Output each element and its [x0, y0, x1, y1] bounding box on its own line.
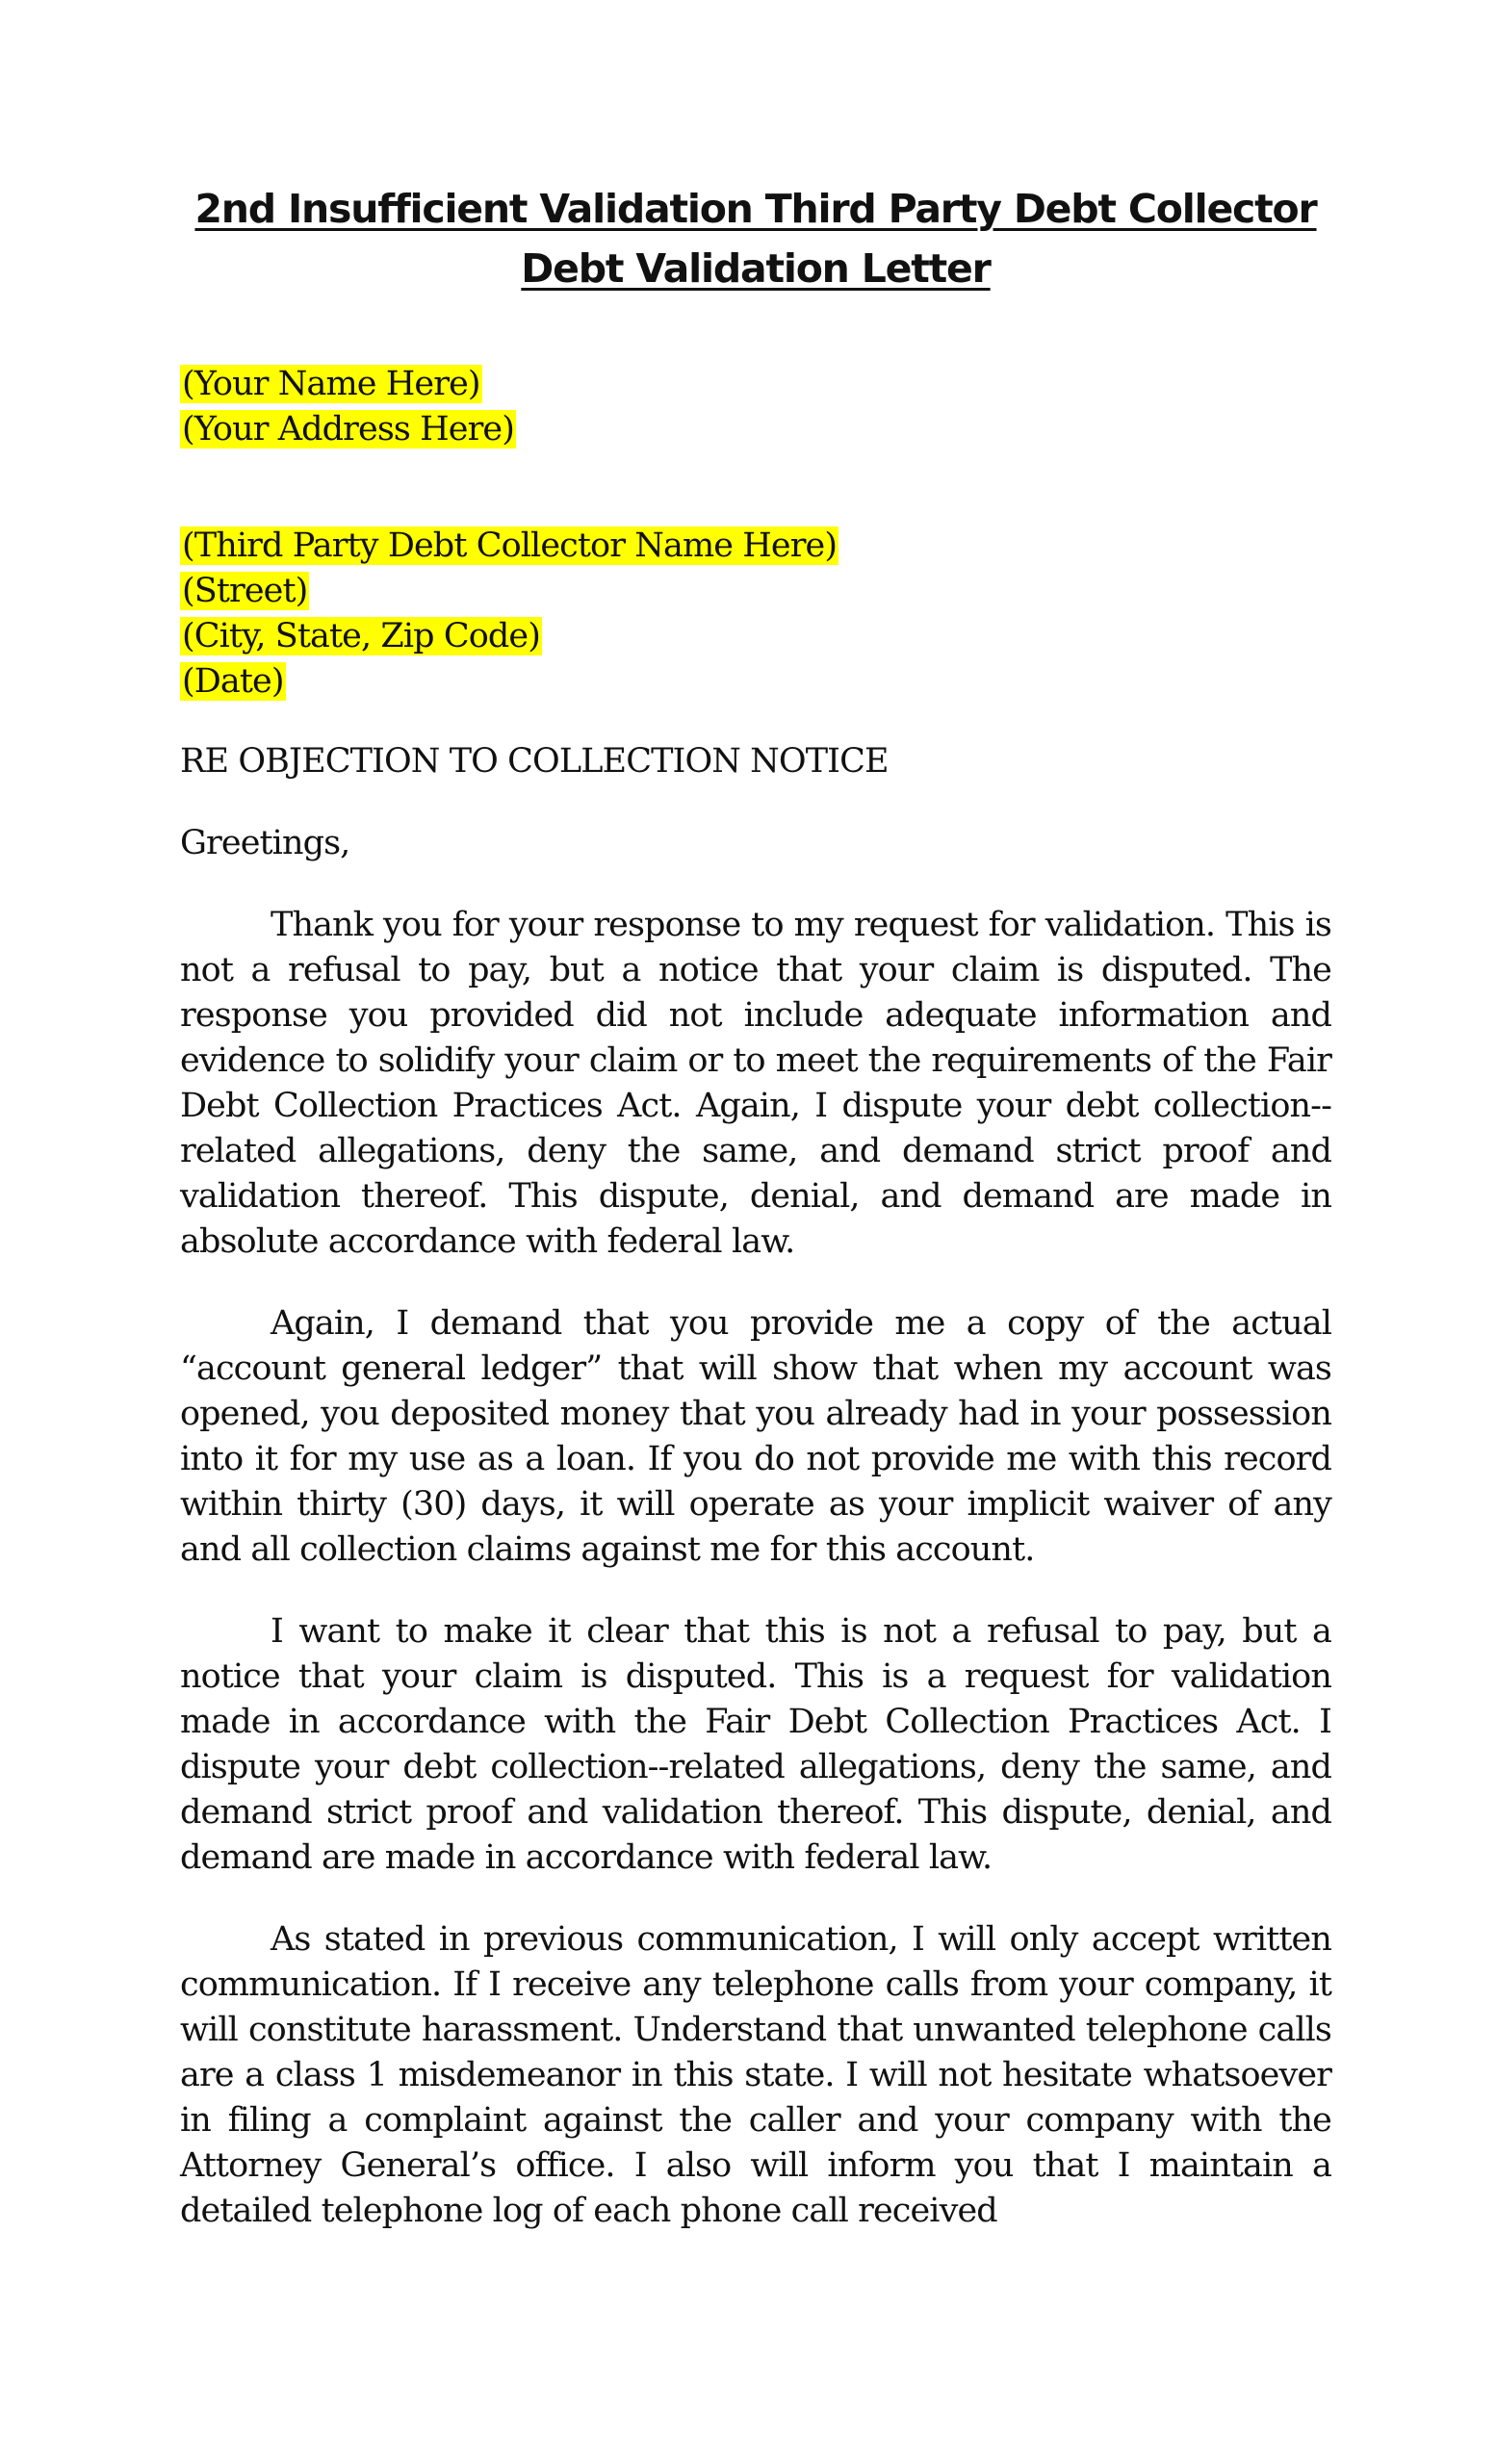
- title-line-1: 2nd Insufficient Validation Third Party Debt Collector: [194, 186, 1317, 232]
- city-state-zip-placeholder: (City, State, Zip Code): [182, 617, 540, 655]
- sender-name-placeholder: (Your Name Here): [182, 365, 480, 403]
- street-placeholder: (Street): [182, 572, 308, 610]
- body-paragraph-3: I want to make it clear that this is not a refusal to pay, but a notice that your claim is disputed. This is a request for validation made in accordance with the Fair Debt Collection Practices Act. I dispute your debt collection--related allegations, deny the same, and demand strict proof and validation thereof. This dispute, denial, and demand are made in accordance with federal law.: [180, 1612, 1331, 1877]
- greeting: Greetings,: [180, 824, 350, 862]
- letter-page: [180, 179, 1331, 2234]
- body-paragraph-2: Again, I demand that you provide me a copy of the actual “account general ledger” that will show that when my account was opened, you deposited money that you already had in your possession into it for my use as a loan. If you do not provide me with this record within thirty (30) days, it will operate as your implicit waiver of any and all collection claims against me for this account.: [180, 1304, 1331, 1569]
- title-line-2: Debt Validation Letter: [521, 245, 991, 292]
- document-title: [180, 179, 1331, 298]
- recipient-address-block: [180, 524, 1331, 705]
- date-placeholder: (Date): [182, 662, 284, 701]
- subject-line: RE OBJECTION TO COLLECTION NOTICE: [180, 742, 889, 781]
- body-paragraph-4: As stated in previous communication, I will only accept written communication. If I receive any telephone calls from your company, it will constitute harassment. Understand that unwanted telephone calls are a class 1 misdemeanor in this state. I will not hesitate whatsoever in filing a complaint against the caller and your company with the Attorney General’s office. I also will inform you that I maintain a detailed telephone log of each phone call received: [180, 1920, 1331, 2230]
- collector-name-placeholder: (Third Party Debt Collector Name Here): [182, 526, 838, 565]
- sender-address-block: [180, 362, 1331, 452]
- body-paragraph-1: Thank you for your response to my request for validation. This is not a refusal to pay, but a notice that your claim is disputed. The response you provided did not include adequate information and evidence to solidify your claim or to meet the requirements of the Fair Debt Collection Practices Act. Again, I dispute your debt collection--related allegations, deny the same, and demand strict proof and validation thereof. This dispute, denial, and demand are made in absolute accordance with federal law.: [180, 906, 1331, 1261]
- sender-address-placeholder: (Your Address Here): [182, 410, 514, 449]
